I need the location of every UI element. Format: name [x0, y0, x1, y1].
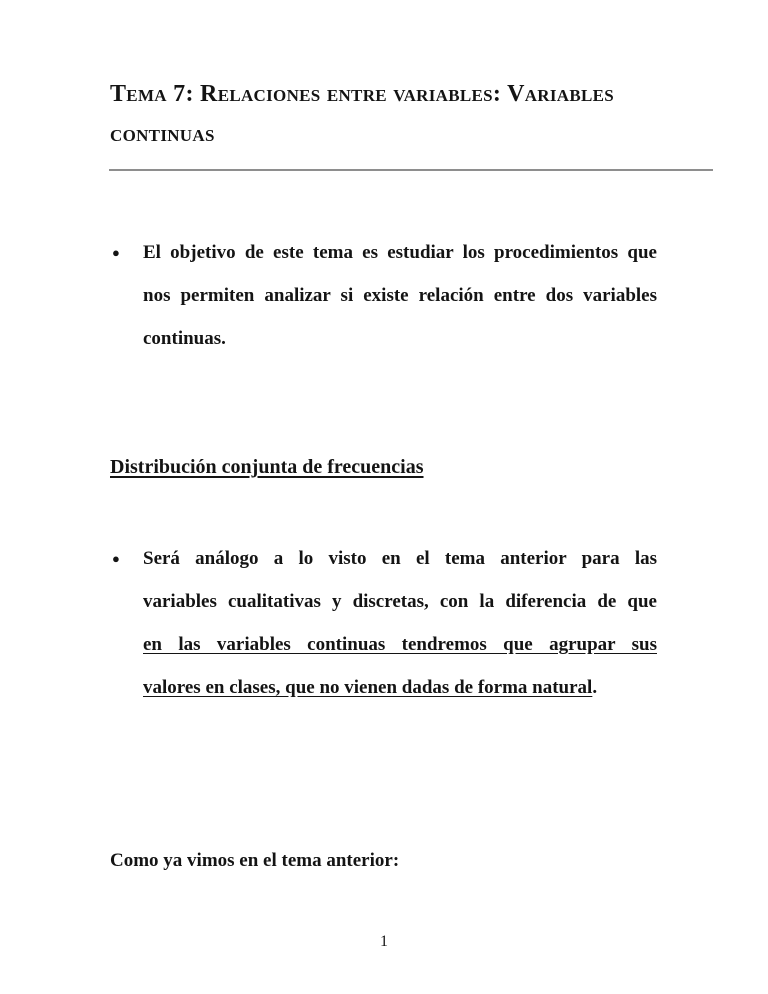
bullet-icon: ● [112, 551, 120, 566]
bullet2-line-4-period: . [592, 677, 598, 698]
bullet2-line-4 [143, 666, 657, 709]
page-number: 1 [380, 933, 388, 950]
bullet2-line-4-underlined-text: valores en clases, que no vienen dadas de forma natural [143, 677, 593, 698]
page-title [110, 74, 710, 154]
bullet1-line-1: El objetivo de este tema es estudiar los procedimientos que [143, 242, 657, 263]
page-title-line-1: Tema 7: Relaciones entre variables: Variables [110, 81, 615, 107]
closing-line: Como ya vimos en el tema anterior: [110, 850, 400, 871]
page-title-line-2: continuas [110, 121, 215, 147]
bullet-paragraph-objective [112, 231, 657, 360]
bullet2-line-2: variables cualitativas y discretas, con la diferencia de que [143, 591, 657, 612]
bullet1-line-3: continuas. [143, 328, 226, 349]
title-divider-rule [109, 169, 713, 171]
section-heading: Distribución conjunta de frecuencias [110, 456, 424, 478]
bullet-icon: ● [112, 245, 120, 260]
bullet-paragraph-analogy [112, 537, 657, 709]
bullet2-line-1: Será análogo a lo visto en el tema anterior para las [143, 548, 657, 569]
bullet2-line-3-underlined: en las variables continuas tendremos que agrupar sus [143, 634, 657, 655]
bullet1-line-2: nos permiten analizar si existe relación entre dos variables [143, 285, 657, 306]
